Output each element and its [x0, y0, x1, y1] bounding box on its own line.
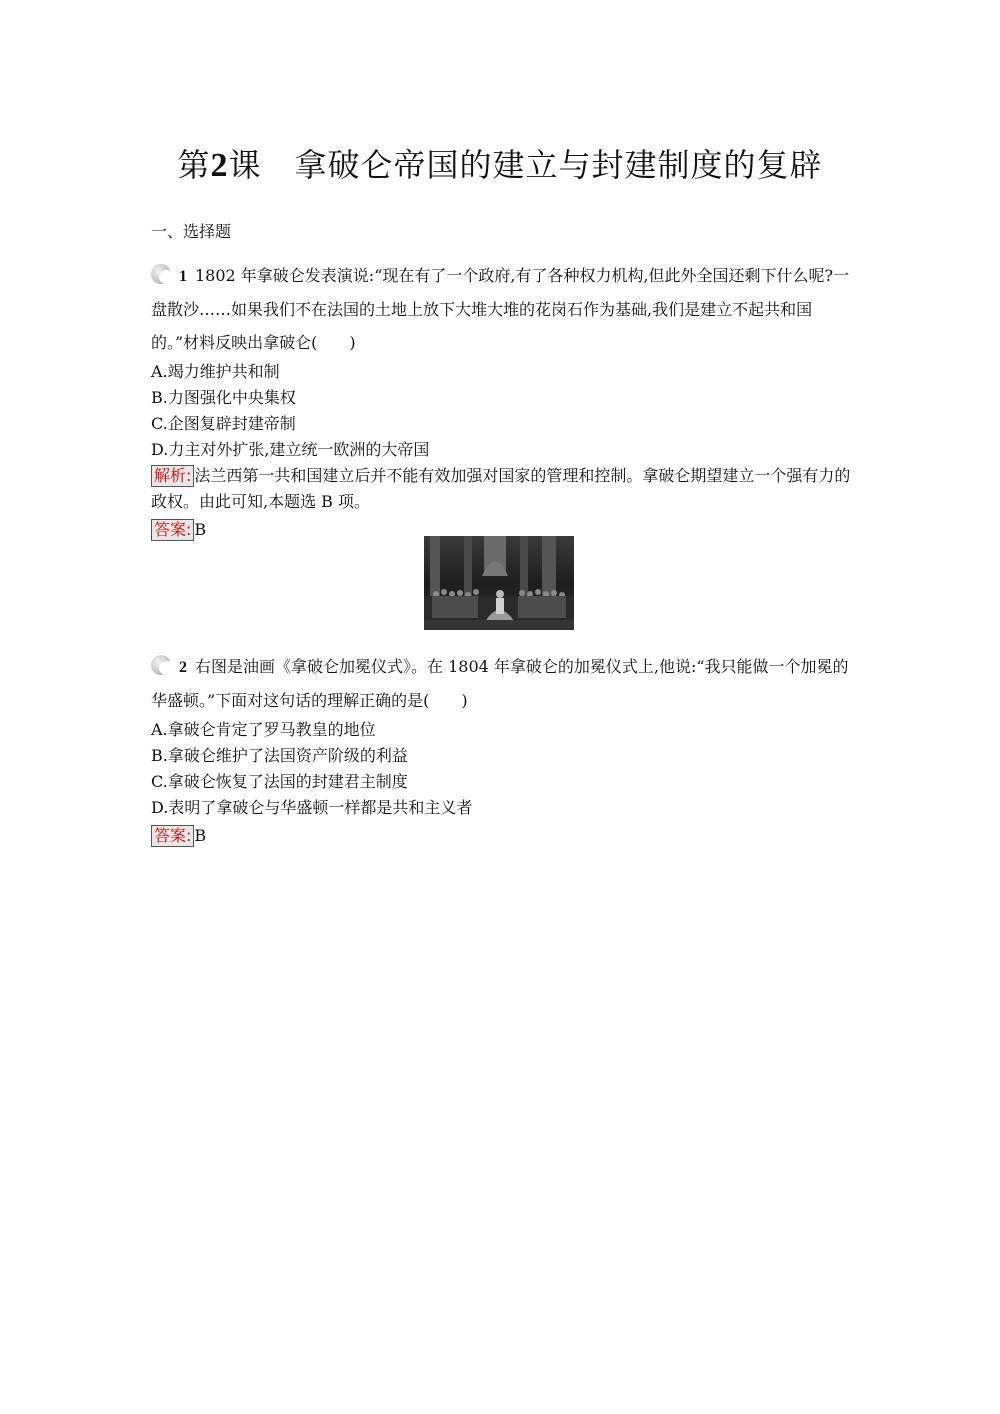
question-text: 右图是油画《拿破仑加冕仪式》。在 1804 年拿破仑的加冕仪式上,他说:“我只能做一个加冕的华盛顿。”下面对这句话的理解正确的是( ): [151, 657, 849, 710]
question-1: [151, 259, 851, 543]
question-2: [151, 650, 851, 849]
option-c: C.企图复辟封建帝制: [151, 414, 296, 433]
answer-label: 答案:: [151, 825, 194, 847]
answer-label: 答案:: [151, 519, 194, 541]
question-stem: [151, 650, 851, 717]
analysis-text: 法兰西第一共和国建立后并不能有效加强对国家的管理和控制。拿破仑期望建立一个强有力的政权。由此可知,本题选 B 项。: [151, 466, 851, 511]
analysis: [151, 463, 851, 515]
title-text: 课 拿破仑帝国的建立与封建制度的复辟: [228, 146, 823, 184]
option-b: B.拿破仑维护了法国资产阶级的利益: [151, 746, 408, 765]
page-title: [0, 140, 1000, 186]
option-d: D.表明了拿破仑与华盛顿一样都是共和主义者: [151, 798, 473, 817]
option-a: A.拿破仑肯定了罗马教皇的地位: [151, 720, 376, 739]
section-heading: 一、选择题: [151, 222, 232, 241]
question-text: 1802 年拿破仑发表演说:“现在有了一个政府,有了各种权力机构,但此外全国还剩下什么呢?一盘散沙……如果我们不在法国的土地上放下大堆大堆的花岗石作为基础,我们是建立不起共和国的。”材料反映出拿破仑( ): [151, 266, 850, 352]
question-number: 2: [179, 659, 187, 676]
question-marker-icon: [151, 655, 177, 675]
lesson-number: 2: [210, 147, 229, 184]
title-prefix: 第: [177, 146, 211, 184]
answer-value: B: [194, 826, 207, 845]
question-marker-icon: [151, 264, 177, 284]
option-a: A.竭力维护共和制: [151, 362, 280, 381]
answer: [151, 823, 851, 849]
answer-value: B: [194, 520, 207, 539]
painting-image: [424, 536, 574, 630]
coronation-painting: [424, 536, 574, 630]
option-c: C.拿破仑恢复了法国的封建君主制度: [151, 772, 408, 791]
question-stem: [151, 259, 851, 359]
option-d: D.力主对外扩张,建立统一欧洲的大帝国: [151, 440, 430, 459]
analysis-label: 解析:: [151, 465, 194, 487]
option-b: B.力图强化中央集权: [151, 388, 296, 407]
question-number: 1: [179, 268, 187, 285]
